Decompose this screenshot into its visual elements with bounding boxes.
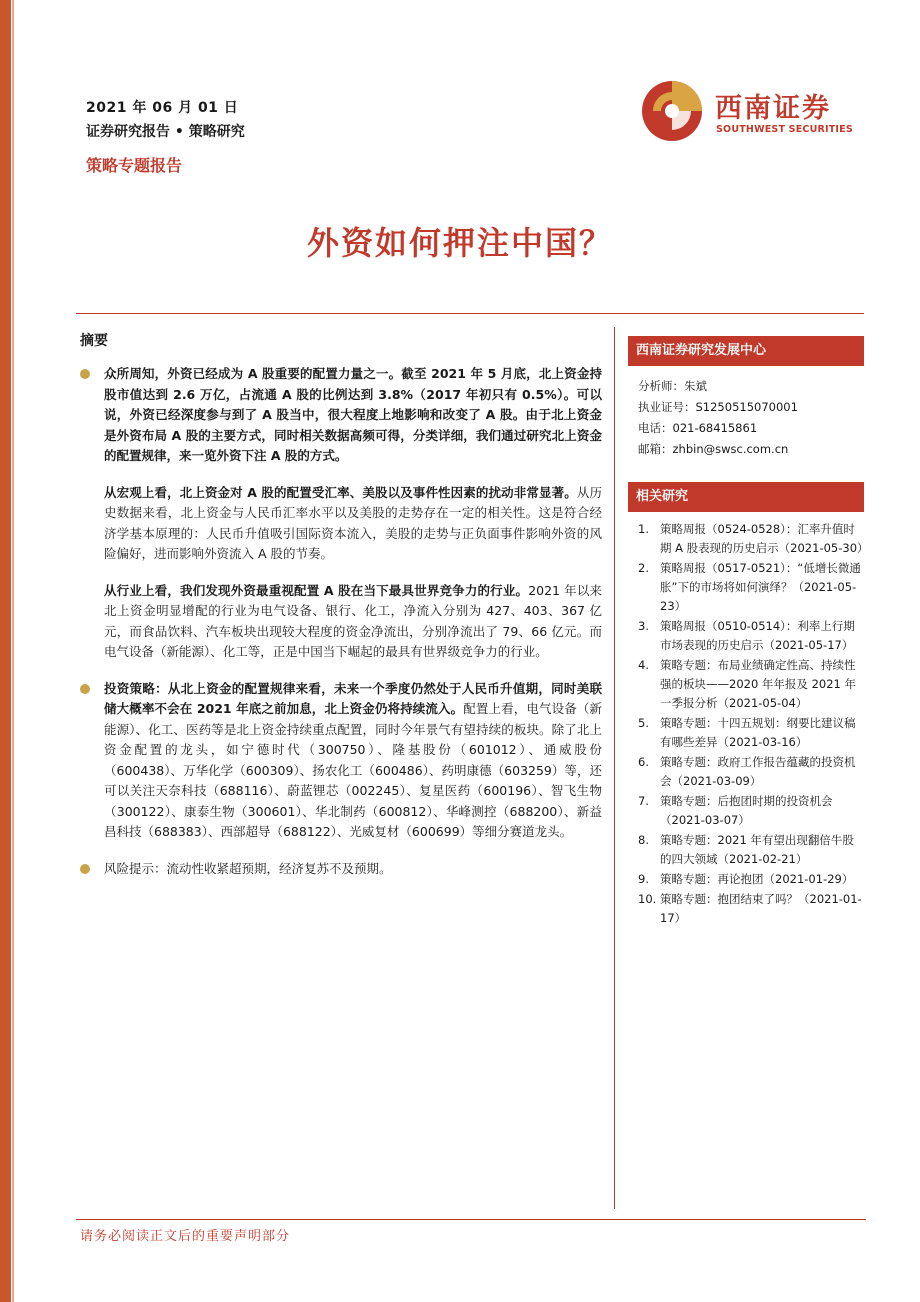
- summary-section: [76, 330, 602, 895]
- list-item-text: 策略周报（0510-0514）：利率上行期市场表现的历史启示（2021-05-17）: [660, 619, 855, 652]
- list-item-text: 策略专题：再论抱团（2021-01-29）: [660, 872, 854, 886]
- paragraph-text: 配置上看，电气设备（新能源）、化工、医药等是北上资金持续重点配置，同时今年景气有望持续的板块。除了北上资金配置的龙头，如宁德时代（300750）、隆基股份（601012）、通威股份（600438）、万华化学（600309）、扬农化工（600486）、药明康德（603259）等，还可以关注天奈科技（688116）、蔚蓝锂芯（002245）、复星医药（600196）、智飞生物（300122）、康泰生物（300601）、华北制药（600812）、华峰测控（688200）、新益昌科技（688383）、西部超导（688122）、光威复材（600699）等细分赛道龙头。: [104, 701, 602, 839]
- analyst-email[interactable]: 邮箱：zhbin@swsc.com.cn: [638, 442, 789, 456]
- list-item-text: 策略周报（0524-0528）：汇率升值时期 A 股表现的历史启示（2021-05-30）: [660, 522, 869, 555]
- list-item-number: 6.: [638, 755, 649, 769]
- bullet-dot-icon: [80, 684, 90, 694]
- analyst-license: 执业证号：S1250515070001: [638, 400, 798, 414]
- list-item-text: 策略周报（0517-0521）：“低增长微通胀”下的市场将如何演绎？（2021-05-23）: [660, 561, 861, 613]
- paragraph-text: 从历史数据来看，北上资金与人民币汇率水平以及美股的走势存在一定的相关性。这是符合经济学基本原理的：人民币升值吸引国际资本流入，美股的走势与正负面事件影响外资的风险偏好，进而影响外资流入 A 股的节奏。: [104, 484, 602, 561]
- page-edge-strip: [0, 0, 11, 1302]
- paragraph-bold: 投资策略：从北上资金的配置规律来看，未来一个季度仍然处于人民币升值期，同时美联储大概率不会在 2021 年底之前加息，北上资金仍将持续流入。: [104, 680, 602, 716]
- analyst-phone: 电话：021-68415861: [638, 421, 758, 435]
- list-item-number: 5.: [638, 716, 649, 730]
- report-type: 策略专题报告: [86, 156, 183, 175]
- summary-heading: 摘要: [80, 333, 108, 349]
- list-item[interactable]: [638, 559, 864, 616]
- list-item-text: 策略专题：抱团结束了吗？（2021-01-17）: [660, 892, 862, 925]
- related-research-list: [628, 512, 869, 928]
- list-item-number: 1.: [638, 522, 649, 536]
- summary-paragraph: [76, 483, 602, 565]
- list-item-number: 9.: [638, 872, 649, 886]
- list-item-number: 7.: [638, 794, 649, 808]
- summary-paragraph: [76, 364, 602, 467]
- list-item-text: 策略专题：2021 年有望出现翻倍牛股的四大领域（2021-02-21）: [660, 833, 854, 866]
- header-divider: [76, 313, 864, 314]
- list-item-number: 2.: [638, 561, 649, 575]
- report-title: 外资如何押注中国？: [306, 224, 613, 262]
- report-date: 2021 年 06 月 01 日: [86, 100, 239, 116]
- column-divider: [614, 327, 615, 1209]
- list-item-text: 策略专题：后抱团时期的投资机会（2021-03-07）: [660, 794, 833, 827]
- list-item[interactable]: [638, 870, 864, 889]
- logo-name-en: SOUTHWEST SECURITIES: [716, 124, 853, 135]
- list-item[interactable]: [638, 792, 864, 830]
- list-item[interactable]: [638, 714, 864, 752]
- list-item-number: 4.: [638, 658, 649, 672]
- list-item[interactable]: [638, 890, 864, 928]
- list-item-number: 3.: [638, 619, 649, 633]
- report-category: 证券研究报告 • 策略研究: [86, 124, 245, 140]
- list-item[interactable]: [638, 520, 869, 558]
- research-center-heading: 西南证券研究发展中心: [628, 336, 864, 366]
- list-item-text: 策略专题：布局业绩确定性高、持续性强的板块——2020 年年报及 2021 年一季报分析（2021-05-04）: [660, 658, 856, 710]
- logo-emblem-icon: [641, 80, 703, 142]
- list-item-text: 策略专题：政府工作报告蕴藏的投资机会（2021-03-09）: [660, 755, 856, 788]
- list-item[interactable]: [638, 753, 864, 791]
- company-logo: [641, 80, 861, 142]
- paragraph-bold: 众所周知，外资已经成为 A 股重要的配置力量之一。截至 2021 年 5 月底，北上资金持股市值达到 2.6 万亿，占流通 A 股的比例达到 3.8%（2017 年初只有 0.5%）。可以说，外资已经深度参与到了 A 股当中，很大程度上地影响和改变了 A 股。由于北上资金是外资布局 A 股的主要方式，同时相关数据高频可得，分类详细，我们通过研究北上资金的配置规律，来一览外资下注 A 股的方式。: [104, 366, 602, 463]
- paragraph-text: 2021 年以来北上资金明显增配的行业为电气设备、银行、化工，净流入分别为 427、403、367 亿元，而食品饮料、汽车板块出现较大程度的资金净流出，分别净流出了 79、66 亿元。而电气设备（新能源）、化工等，正是中国当下崛起的最具有世界级竞争力的行业。: [104, 582, 602, 659]
- summary-paragraph: [76, 679, 602, 843]
- list-item[interactable]: [638, 617, 864, 655]
- bullet-dot-icon: [80, 369, 90, 379]
- analyst-name: 分析师：朱斌: [638, 379, 707, 393]
- paragraph-text: 风险提示：流动性收紧超预期，经济复苏不及预期。: [104, 860, 392, 876]
- list-item-text: 策略专题：十四五规划：纲要比建议稿有哪些差异（2021-03-16）: [660, 716, 856, 749]
- list-item[interactable]: [638, 831, 864, 869]
- footer-divider: [76, 1219, 866, 1220]
- list-item-number: 10.: [638, 892, 657, 906]
- bullet-dot-icon: [80, 864, 90, 874]
- summary-paragraph: [76, 581, 602, 663]
- list-item-number: 8.: [638, 833, 649, 847]
- summary-paragraph: [76, 859, 602, 880]
- paragraph-bold: 从行业上看，我们发现外资最重视配置 A 股在当下最具世界竞争力的行业。: [104, 582, 529, 598]
- footer-disclaimer: 请务必阅读正文后的重要声明部分: [80, 1229, 291, 1244]
- list-item[interactable]: [638, 656, 864, 713]
- logo-name-cn: 西南证券: [715, 93, 831, 124]
- related-research-heading: 相关研究: [628, 482, 864, 512]
- analyst-info: [628, 366, 864, 460]
- sidebar: [628, 336, 869, 929]
- paragraph-bold: 从宏观上看，北上资金对 A 股的配置受汇率、美股以及事件性因素的扰动非常显著。: [104, 484, 577, 500]
